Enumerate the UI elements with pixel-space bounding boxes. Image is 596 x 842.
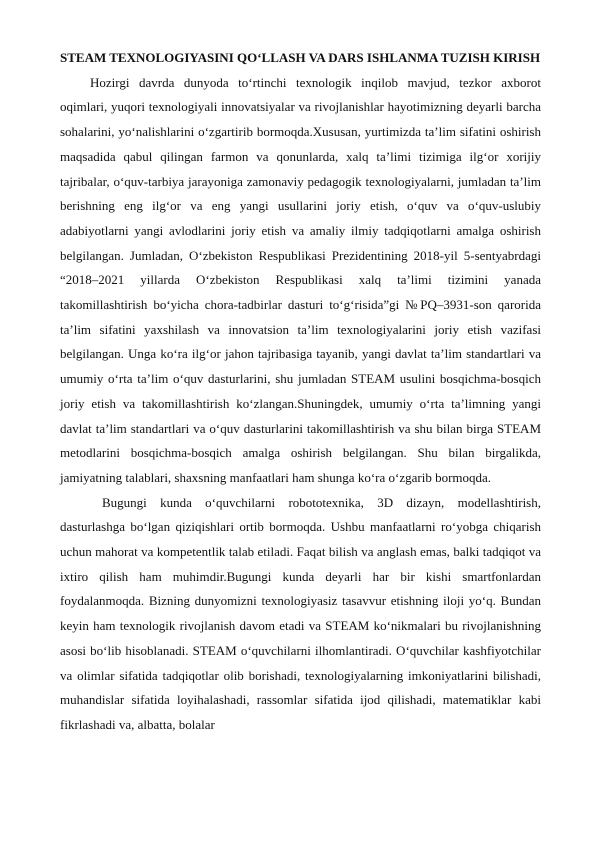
document-title: STEAM TEXNOLOGIYASINI QO‘LLASH VA DARS ISHLANMA TUZISH KIRISH xyxy=(60,50,541,65)
paragraph-steam-skills: Bugungi kunda o‘quvchilarni robototexnika, 3D dizayn, modellashtirish, dasturlashga bo‘lgan qiziqishlari ortib bormoqda. Ushbu manfaatlarni ro‘yobga chiqarish uchun mahorat va kompetentlik talab etiladi. Faqat bilish va anglash emas, balki tadqiqot va ixtiro qilish ham muhimdir.Bugungi kunda deyarli har bir kishi smartfonlardan foydalanmoqda. Bizning dunyomizni texnologiyasiz tasavvur etishning iloji yo‘q. Bundan keyin ham texnologik rivojlanish davom etadi va STEAM ko‘nikmalari bu rivojlanishning asosi bo‘lib hisoblanadi. STEAM o‘quvchilarni ilhomlantiradi. O‘quvchilar kashfiyotchilar va olimlar sifatida tadqiqotlar olib borishadi, texnologiyalarning imkoniyatlarini bilishadi, muhandislar sifatida loyihalashadi, rassomlar sifatida ijod qilishadi, matematiklar kabi fikrlashadi va, albatta, bolalar xyxy=(60,494,541,732)
document-page xyxy=(60,46,541,738)
paragraph-intro: Hozirgi davrda dunyoda to‘rtinchi texnologik inqilob mavjud, tezkor axborot oqimlari, yuqori texnologiyali innovatsiyalar va rivojlanishlar hayotimizning deyarli barcha sohalarini, yo‘nalishlarini o‘zgartirib bormoqda.Xususan, yurtimizda ta’lim sifatini oshirish maqsadida qabul qilingan farmon va qonunlarda, xalq ta’limi tizimiga ilg‘or xorijiy tajribalar, o‘quv-tarbiya jarayoniga zamonaviy pedagogik texnologiyalarni, jumladan ta’lim berishning eng ilg‘or va eng yangi usullarini joriy etish, o‘quv va o‘quv-uslubiy adabiyotlarni yangi avlodlarini joriy etish va amaliy ilmiy tadqiqotlarni amalga oshirish belgilangan. Jumladan, O‘zbekiston Respublikasi Prezidentining 2018-yil 5-sentyabrdagi “2018–2021 yillarda O‘zbekiston Respublikasi xalq ta’limi tizimini yanada takomillashtirish bo‘yicha chora-tadbirlar dasturi to‘g‘risida”gi №PQ–3931-son qarorida ta’lim sifatini yaxshilash va innovatsion ta’lim texnologiyalarini joriy etish vazifasi belgilangan. Unga ko‘ra ilg‘or jahon tajribasiga tayanib, yangi davlat ta’lim standartlari va umumiy o‘rta ta’lim o‘quv dasturlarini, shu jumladan STEAM usulini bosqichma-bosqich joriy etish va takomillashtirish ko‘zlangan.Shuningdek, umumiy o‘rta ta’limning yangi davlat ta’lim standartlari va o‘quv dasturlarini takomillashtirish va shu bilan birga STEAM metodlarini bosqichma-bosqich amalga oshirish belgilangan. Shu bilan birgalikda, jamiyatning talablari, shaxsning manfaatlari ham shunga ko‘ra o‘zgarib bormoqda. xyxy=(60,74,541,485)
